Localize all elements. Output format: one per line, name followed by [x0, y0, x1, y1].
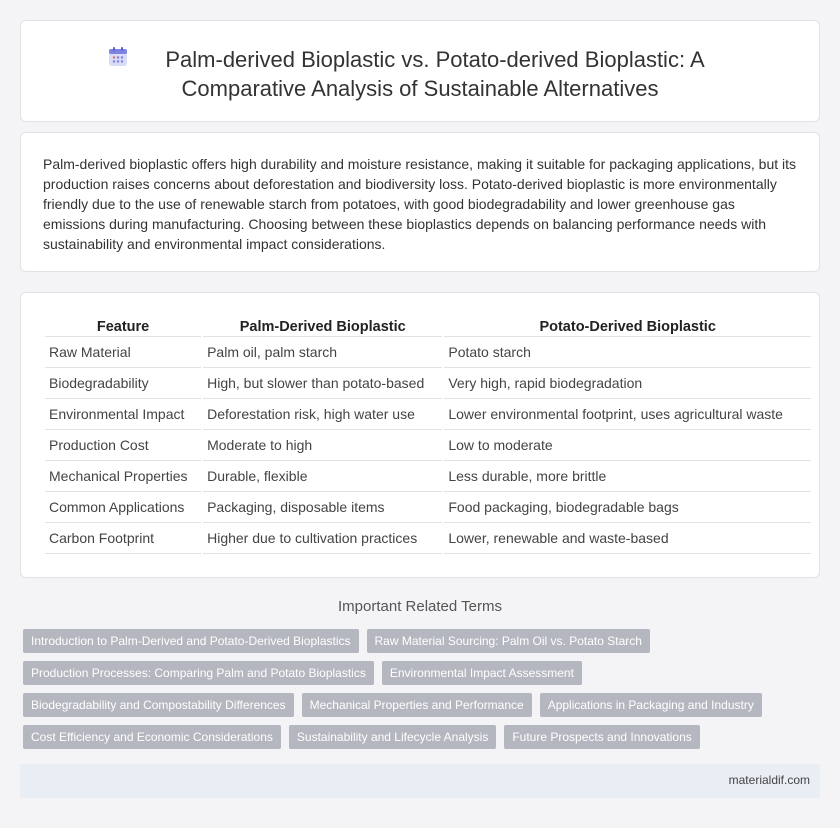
- related-term-tag[interactable]: Cost Efficiency and Economic Considerations: [23, 725, 281, 749]
- potato-cell: Very high, rapid biodegradation: [444, 368, 811, 399]
- tag-row: [23, 661, 783, 685]
- table-row: [45, 492, 811, 523]
- page-title-line-1: Palm-derived Bioplastic vs. Potato-derived Bioplastic: A: [165, 47, 705, 72]
- footer: [20, 764, 820, 798]
- header-palm: Palm-Derived Bioplastic: [203, 315, 442, 337]
- related-term-tag[interactable]: Sustainability and Lifecycle Analysis: [289, 725, 496, 749]
- page-title: [21, 45, 819, 103]
- tag-row: [23, 693, 783, 717]
- related-term-tag[interactable]: Raw Material Sourcing: Palm Oil vs. Potato Starch: [367, 629, 650, 653]
- feature-cell: Mechanical Properties: [45, 461, 201, 492]
- potato-cell: Less durable, more brittle: [444, 461, 811, 492]
- palm-cell: Packaging, disposable items: [203, 492, 442, 523]
- intro-card: [20, 132, 820, 272]
- page-title-line-2: Comparative Analysis of Sustainable Alternatives: [181, 76, 659, 101]
- table-header-row: [45, 315, 811, 337]
- comparison-table: [43, 315, 813, 554]
- header-feature: Feature: [45, 315, 201, 337]
- related-term-tag[interactable]: Introduction to Palm-Derived and Potato-Derived Bioplastics: [23, 629, 359, 653]
- palm-cell: Palm oil, palm starch: [203, 337, 442, 368]
- feature-cell: Carbon Footprint: [45, 523, 201, 554]
- related-terms-heading: Important Related Terms: [338, 598, 502, 615]
- related-term-tag[interactable]: Applications in Packaging and Industry: [540, 693, 762, 717]
- related-term-tag[interactable]: Mechanical Properties and Performance: [302, 693, 532, 717]
- table-row: [45, 337, 811, 368]
- potato-cell: Lower, renewable and waste-based: [444, 523, 811, 554]
- table-row: [45, 399, 811, 430]
- related-term-tag[interactable]: Future Prospects and Innovations: [504, 725, 699, 749]
- palm-cell: Moderate to high: [203, 430, 442, 461]
- palm-cell: Durable, flexible: [203, 461, 442, 492]
- related-terms-list: [23, 629, 783, 757]
- comparison-table-card: [20, 292, 820, 578]
- intro-paragraph: Palm-derived bioplastic offers high durability and moisture resistance, making it suitable for packaging applications, but its production raises concerns about deforestation and biodiversity loss. Potato-derived bioplastic is more environmentally friendly due to the use of renewable starch from potatoes, with good biodegradability and lower greenhouse gas emissions during manufacturing. Choosing between these bioplastics depends on balancing performance needs with sustainability and environmental impact considerations.: [43, 156, 797, 252]
- tag-row: [23, 725, 783, 749]
- feature-cell: Common Applications: [45, 492, 201, 523]
- potato-cell: Food packaging, biodegradable bags: [444, 492, 811, 523]
- related-term-tag[interactable]: Environmental Impact Assessment: [382, 661, 582, 685]
- title-card: [20, 20, 820, 122]
- table-row: [45, 461, 811, 492]
- potato-cell: Potato starch: [444, 337, 811, 368]
- related-term-tag[interactable]: Biodegradability and Compostability Differences: [23, 693, 294, 717]
- feature-cell: Environmental Impact: [45, 399, 201, 430]
- related-term-tag[interactable]: Production Processes: Comparing Palm and Potato Bioplastics: [23, 661, 374, 685]
- table-row: [45, 368, 811, 399]
- feature-cell: Raw Material: [45, 337, 201, 368]
- feature-cell: Production Cost: [45, 430, 201, 461]
- table-row: [45, 430, 811, 461]
- potato-cell: Lower environmental footprint, uses agricultural waste: [444, 399, 811, 430]
- header-potato: Potato-Derived Bioplastic: [444, 315, 811, 337]
- potato-cell: Low to moderate: [444, 430, 811, 461]
- palm-cell: Deforestation risk, high water use: [203, 399, 442, 430]
- table-row: [45, 523, 811, 554]
- palm-cell: Higher due to cultivation practices: [203, 523, 442, 554]
- palm-cell: High, but slower than potato-based: [203, 368, 442, 399]
- tag-row: [23, 629, 783, 653]
- site-link[interactable]: materialdif.com: [728, 773, 810, 787]
- feature-cell: Biodegradability: [45, 368, 201, 399]
